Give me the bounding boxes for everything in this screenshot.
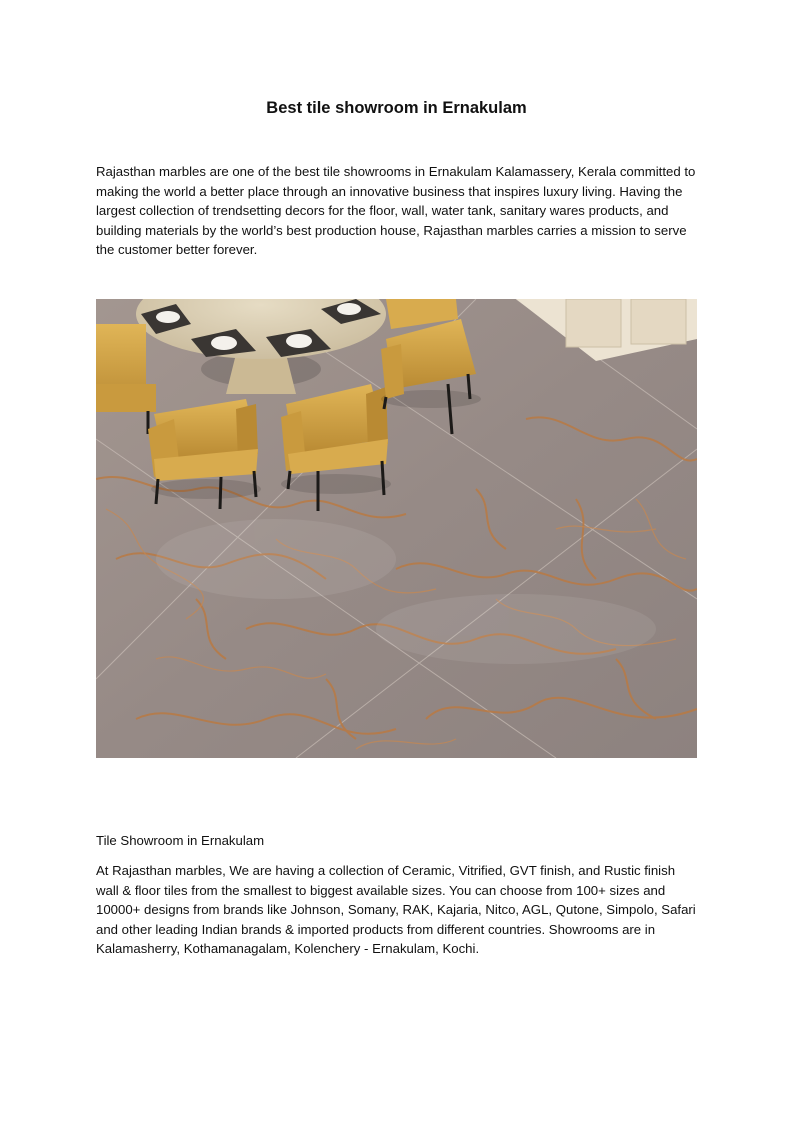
section-heading: Tile Showroom in Ernakulam xyxy=(96,833,265,848)
document-title: Best tile showroom in Ernakulam xyxy=(266,99,527,117)
intro-paragraph: Rajasthan marbles are one of the best tile showrooms in Ernakulam Kalamassery, Kerala committed to making the world a better place through an innovative business that inspires luxury living. Having the largest collection of trendsetting decors for the floor, wall, water tank, sanitary wares products, and building materials by the world’s best production house, Rajasthan marbles carries a mission to serve the customer better forever. xyxy=(96,164,696,257)
dining-chair-front-left xyxy=(148,399,261,509)
marble-floor-photo xyxy=(96,299,697,758)
marble-floor-illustration xyxy=(96,299,697,758)
section-paragraph: At Rajasthan marbles, We are having a collection of Ceramic, Vitrified, GVT finish, and Rustic finish wall & floor tiles from the smallest to biggest available sizes. You can choose from 100+ sizes and 10000+ designs from brands like Johnson, Somany, RAK, Kajaria, Nitco, AGL, Qutone, Simpolo, Safari and other leading Indian brands & imported products from different countries. Showrooms are in Kalamasherry, Kothamanagalam, Kolenchery - Ernakulam, Kochi. xyxy=(96,863,696,956)
